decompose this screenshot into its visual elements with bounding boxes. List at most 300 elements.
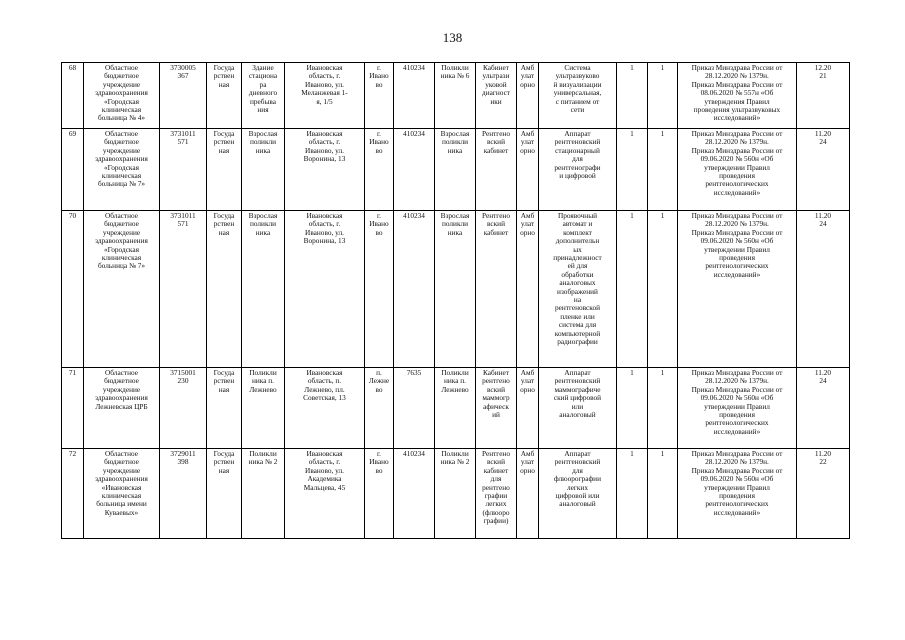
- cell-line: Госуда: [213, 211, 235, 220]
- cell-line: во: [375, 79, 383, 89]
- cell-line: ий: [492, 410, 500, 420]
- cell-line: Приказ Минздрава России от: [691, 145, 783, 155]
- cell-line: ная: [218, 79, 230, 89]
- cell-line: ики: [490, 96, 502, 106]
- cell-line: или: [571, 401, 584, 411]
- cell-line: исследований»: [713, 507, 761, 517]
- cell-line: проведения: [719, 491, 755, 501]
- city-cell: [365, 63, 394, 129]
- cell-line: 24: [819, 219, 827, 229]
- cell-line: учреждение: [102, 227, 141, 237]
- equipment-cell: [539, 63, 617, 129]
- cell-line: улат: [520, 376, 535, 386]
- city-cell: [365, 368, 394, 449]
- cell-line: 3731011: [170, 211, 196, 220]
- row-number: 72: [62, 449, 84, 539]
- cell-line: рствен: [213, 219, 235, 229]
- cell-line: рствен: [213, 71, 235, 81]
- cell-line: Куваевых»: [104, 507, 139, 517]
- cell-line: ника: [447, 227, 463, 237]
- cell-line: 7635: [406, 368, 422, 377]
- cell-line: проведения ультразвуковых: [693, 105, 781, 115]
- quantity-cell: 1: [648, 63, 678, 129]
- cell-line: и цифровой: [559, 171, 596, 181]
- cell-line: рентгенографи: [554, 162, 601, 172]
- cell-line: Система: [564, 63, 591, 72]
- cell-line: компьютерной: [554, 328, 601, 338]
- cell-line: Ивановская: [306, 63, 343, 72]
- cell-line: 230: [177, 376, 189, 386]
- cell-line: ника № 2: [248, 457, 278, 467]
- cell-line: здравоохранения: [95, 393, 148, 403]
- cell-line: 11.20: [814, 368, 832, 377]
- equipment-cell: [539, 449, 617, 539]
- cell-line: с питанием от: [555, 96, 600, 106]
- cell-line: улат: [520, 71, 535, 81]
- cell-line: бюджетное: [104, 71, 139, 81]
- city-cell: [365, 449, 394, 539]
- cell-line: орно: [520, 384, 535, 394]
- cell-line: ультразвуково: [555, 71, 600, 81]
- cell-line: орно: [520, 79, 535, 89]
- address-cell: [285, 368, 365, 449]
- cell-line: во: [375, 465, 383, 475]
- cell-line: рентгенологических: [705, 261, 769, 271]
- code-cell: [160, 211, 207, 368]
- cell-line: 3731011: [170, 129, 196, 138]
- quantity-cell: 1: [617, 129, 648, 211]
- cell-line: Приказ Минздрава России от: [691, 227, 783, 237]
- cell-line: здравоохранения: [95, 88, 148, 98]
- cell-line: ника: [447, 145, 463, 155]
- cell-line: кабинет: [483, 465, 509, 475]
- cell-line: флюорографии: [553, 474, 601, 484]
- equipment-cell: [539, 368, 617, 449]
- cell-line: Госуда: [213, 449, 235, 458]
- cell-line: ная: [218, 145, 230, 155]
- cell-line: аналоговый: [559, 410, 596, 420]
- cell-line: Ивановская: [306, 449, 343, 458]
- cell-line: бюджетное: [104, 219, 139, 229]
- cell-line: изображений: [557, 286, 598, 296]
- cell-line: Рентгено: [482, 449, 510, 458]
- cell-line: сети: [570, 105, 585, 115]
- ownership-cell: [207, 129, 242, 211]
- cell-line: учреждение: [102, 79, 141, 89]
- cell-line: Поликли: [441, 449, 469, 458]
- row-number: 69: [62, 129, 84, 211]
- room-cell: [476, 368, 517, 449]
- cell-line: ная: [218, 465, 230, 475]
- department-cell: [435, 129, 476, 211]
- care-type-cell: [517, 449, 539, 539]
- cell-line: вский: [487, 457, 505, 467]
- cell-line: Ивановская: [306, 129, 343, 138]
- cell-line: Поликли: [249, 368, 277, 377]
- code-cell: [160, 449, 207, 539]
- cell-line: для: [572, 465, 583, 475]
- cell-line: легких: [485, 499, 507, 509]
- cell-line: 21: [819, 71, 827, 81]
- cell-line: 09.06.2020 № 560н «Об: [700, 236, 774, 246]
- cell-line: утверждении Правил: [704, 482, 770, 492]
- cell-line: универсальная,: [553, 88, 602, 98]
- cell-line: Областное: [105, 211, 138, 220]
- building-cell: [242, 63, 285, 129]
- cell-line: область, г.: [308, 71, 341, 81]
- cell-line: область, г.: [308, 137, 341, 147]
- department-cell: [435, 368, 476, 449]
- cell-line: пленке или: [560, 311, 595, 321]
- cell-line: 24: [819, 137, 827, 147]
- cell-line: 11.20: [814, 211, 832, 220]
- cell-line: «Городская: [104, 162, 139, 172]
- cell-line: Лежнево, пл.: [304, 384, 345, 394]
- cell-line: 410234: [403, 129, 425, 138]
- page-number: 138: [442, 30, 463, 45]
- cell-line: исследований»: [713, 187, 761, 197]
- building-cell: [242, 368, 285, 449]
- care-type-cell: [517, 129, 539, 211]
- cell-line: здравоохранения: [95, 154, 148, 164]
- cell-line: вский: [487, 384, 505, 394]
- cell-line: Проявочный: [557, 211, 598, 220]
- cell-line: принадлежност: [553, 253, 602, 263]
- cell-line: 24: [819, 376, 827, 386]
- cell-line: 28.12.2020 № 1379н.: [705, 137, 769, 147]
- cell-line: во: [375, 227, 383, 237]
- cell-line: рствен: [213, 457, 235, 467]
- cell-line: 571: [177, 137, 189, 147]
- order-cell: [678, 368, 797, 449]
- address-cell: [285, 211, 365, 368]
- date-cell: [797, 211, 850, 368]
- cell-line: стационарный: [555, 145, 600, 155]
- cell-line: исследований»: [713, 113, 761, 123]
- equipment-cell: [539, 211, 617, 368]
- cell-line: Меланжевая 1-: [301, 88, 348, 98]
- cell-line: 410234: [403, 211, 425, 220]
- cell-line: рентгенологических: [705, 418, 769, 428]
- cell-line: Иваново, ул.: [305, 227, 344, 237]
- cell-line: 3715001: [170, 368, 196, 377]
- cell-line: Приказ Минздрава России от: [691, 465, 783, 475]
- order-cell: [678, 63, 797, 129]
- cell-line: (флюоро: [482, 507, 510, 517]
- quantity-cell: 1: [617, 63, 648, 129]
- ownership-cell: [207, 211, 242, 368]
- cell-line: здравоохранения: [95, 236, 148, 246]
- cell-line: орно: [520, 145, 535, 155]
- cell-line: Здание: [252, 63, 274, 72]
- cell-line: радиографии: [557, 337, 598, 347]
- cell-line: Поликли: [441, 63, 469, 72]
- cell-line: дневного: [248, 88, 278, 98]
- table-row: [62, 449, 850, 539]
- order-cell: [678, 211, 797, 368]
- cell-line: 28.12.2020 № 1379н.: [705, 457, 769, 467]
- cell-line: Амб: [520, 368, 535, 377]
- cell-line: Взрослая: [440, 211, 470, 220]
- cell-line: Лежневская ЦРБ: [95, 401, 148, 411]
- cell-line: Лежне: [368, 376, 390, 386]
- cell-line: утверждении Правил: [704, 401, 770, 411]
- cell-line: Амб: [520, 211, 535, 220]
- cell-line: рствен: [213, 137, 235, 147]
- cell-line: Областное: [105, 129, 138, 138]
- order-cell: [678, 449, 797, 539]
- cell-line: бюджетное: [104, 137, 139, 147]
- cell-line: утверждении Правил: [704, 162, 770, 172]
- order-cell: [678, 129, 797, 211]
- quantity-cell: 1: [617, 368, 648, 449]
- cell-line: Амб: [520, 449, 535, 458]
- cell-line: Кабинет: [483, 368, 509, 377]
- code-cell: [160, 129, 207, 211]
- cell-line: ей для: [567, 261, 588, 271]
- building-cell: [242, 211, 285, 368]
- cell-line: Областное: [105, 63, 138, 72]
- cell-line: Лежнево: [249, 384, 277, 394]
- cell-line: Взрослая: [248, 129, 278, 138]
- cell-line: ника № 6: [440, 71, 470, 81]
- cell-line: на: [573, 295, 582, 305]
- cell-line: стациона: [248, 71, 278, 81]
- quantity-cell: 1: [617, 211, 648, 368]
- quantity-cell: 1: [617, 449, 648, 539]
- cell-line: проведения: [719, 171, 755, 181]
- organization-cell: [84, 211, 160, 368]
- cell-line: Приказ Минздрава России от: [691, 384, 783, 394]
- ownership-cell: [207, 449, 242, 539]
- cell-line: Амб: [520, 129, 535, 138]
- cell-line: «Городская: [104, 244, 139, 254]
- cell-line: поликли: [441, 219, 469, 229]
- cell-line: рентгенологических: [705, 499, 769, 509]
- cell-line: бюджетное: [104, 457, 139, 467]
- cell-line: улат: [520, 137, 535, 147]
- quantity-cell: 1: [648, 211, 678, 368]
- room-cell: [476, 211, 517, 368]
- cell-line: утверждения Правил: [704, 96, 770, 106]
- cell-line: орно: [520, 465, 535, 475]
- cell-line: ра: [259, 79, 267, 89]
- row-number: 68: [62, 63, 84, 129]
- cell-line: исследований»: [713, 269, 761, 279]
- cell-line: 28.12.2020 № 1379н.: [705, 71, 769, 81]
- cell-line: орно: [520, 227, 535, 237]
- cell-line: Приказ Минздрава России от: [691, 211, 783, 220]
- quantity-cell: 1: [648, 449, 678, 539]
- cell-line: й визуализации: [553, 79, 602, 89]
- code-cell: [160, 368, 207, 449]
- index-cell: [394, 449, 435, 539]
- cell-line: 09.06.2020 № 560н «Об: [700, 474, 774, 484]
- table-row: [62, 211, 850, 368]
- cell-line: проведения: [719, 410, 755, 420]
- cell-line: обработки: [561, 269, 594, 279]
- cell-line: больница № 4»: [97, 113, 146, 123]
- cell-line: Приказ Минздрава России от: [691, 129, 783, 138]
- cell-line: ника п.: [443, 376, 467, 386]
- cell-line: рентгеновский: [554, 137, 601, 147]
- cell-line: для: [490, 474, 502, 484]
- cell-line: клиническая: [101, 105, 142, 115]
- code-cell: [160, 63, 207, 129]
- cell-line: дополнительн: [555, 236, 600, 246]
- cell-line: учреждение: [102, 465, 141, 475]
- cell-line: рентгено: [482, 482, 510, 492]
- cell-line: Госуда: [213, 368, 235, 377]
- cell-line: 398: [177, 457, 189, 467]
- cell-line: Мальцева, 45: [303, 482, 346, 492]
- cell-line: Приказ Минздрава России от: [691, 79, 783, 89]
- cell-line: графии: [484, 491, 508, 501]
- cell-line: легких: [567, 482, 588, 492]
- cell-line: ная: [218, 384, 230, 394]
- cell-line: Взрослая: [248, 211, 278, 220]
- cell-line: 367: [177, 71, 189, 81]
- city-cell: [365, 211, 394, 368]
- cell-line: вский: [487, 219, 505, 229]
- organization-cell: [84, 129, 160, 211]
- cell-line: аналоговых: [559, 278, 596, 288]
- address-cell: [285, 63, 365, 129]
- cell-line: учреждение: [102, 384, 141, 394]
- address-cell: [285, 129, 365, 211]
- cell-line: кабинет: [483, 145, 509, 155]
- cell-line: утверждении Правил: [704, 244, 770, 254]
- table-row: [62, 63, 850, 129]
- cell-line: аналоговый: [559, 499, 596, 509]
- address-cell: [285, 449, 365, 539]
- cell-line: Ивановская: [306, 211, 343, 220]
- cell-line: ника: [255, 145, 271, 155]
- row-number: 70: [62, 211, 84, 368]
- cell-line: рствен: [213, 376, 235, 386]
- cell-line: во: [375, 145, 383, 155]
- cell-line: во: [375, 384, 383, 394]
- cell-line: Ивано: [369, 457, 389, 467]
- cell-line: Госуда: [213, 63, 235, 72]
- cell-line: Рентгено: [482, 211, 510, 220]
- cell-line: 11.20: [814, 449, 832, 458]
- cell-line: «Ивановская: [101, 482, 142, 492]
- cell-line: г.: [377, 63, 381, 72]
- cell-line: 3730005: [170, 63, 196, 72]
- cell-line: поликли: [441, 137, 469, 147]
- row-number: 71: [62, 368, 84, 449]
- cell-line: 410234: [403, 63, 425, 72]
- date-cell: [797, 63, 850, 129]
- cell-line: область, г.: [308, 219, 341, 229]
- cell-line: 28.12.2020 № 1379н.: [705, 376, 769, 386]
- building-cell: [242, 129, 285, 211]
- cell-line: Областное: [105, 368, 138, 377]
- index-cell: [394, 63, 435, 129]
- cell-line: Аппарат: [564, 368, 591, 377]
- cell-line: Ивано: [369, 137, 389, 147]
- organization-cell: [84, 63, 160, 129]
- cell-line: вский: [487, 137, 505, 147]
- index-cell: [394, 129, 435, 211]
- cell-line: Областное: [105, 449, 138, 458]
- cell-line: г.: [377, 211, 381, 220]
- cell-line: Воронина, 13: [303, 236, 346, 246]
- cell-line: цифровой или: [555, 491, 600, 501]
- room-cell: [476, 63, 517, 129]
- cell-line: Взрослая: [440, 129, 470, 138]
- department-cell: [435, 211, 476, 368]
- cell-line: рентгено: [482, 376, 510, 386]
- cell-line: Аппарат: [564, 129, 591, 138]
- city-cell: [365, 129, 394, 211]
- cell-line: ника: [255, 227, 271, 237]
- cell-line: рентгеновский: [554, 457, 601, 467]
- table-row: [62, 129, 850, 211]
- cell-line: клиническая: [101, 253, 142, 263]
- cell-line: Ивановская: [306, 368, 343, 377]
- cell-line: рентгеновской: [554, 303, 601, 313]
- care-type-cell: [517, 211, 539, 368]
- cell-line: Академика: [307, 474, 342, 484]
- cell-line: ника п.: [251, 376, 275, 386]
- cell-line: Приказ Минздрава России от: [691, 368, 783, 377]
- cell-line: больница № 7»: [97, 261, 146, 271]
- quantity-cell: 1: [648, 368, 678, 449]
- cell-line: маммографиче: [554, 384, 601, 394]
- cell-line: 571: [177, 219, 189, 229]
- cell-line: для: [572, 154, 583, 164]
- cell-line: ский цифровой: [553, 393, 602, 403]
- cell-line: здравоохранения: [95, 474, 148, 484]
- cell-line: графии): [483, 516, 509, 526]
- cell-line: г.: [377, 129, 381, 138]
- cell-line: ная: [218, 227, 230, 237]
- care-type-cell: [517, 63, 539, 129]
- cell-line: Ивано: [369, 219, 389, 229]
- date-cell: [797, 129, 850, 211]
- department-cell: [435, 63, 476, 129]
- cell-line: Поликли: [441, 368, 469, 377]
- cell-line: учреждение: [102, 145, 141, 155]
- cell-line: больница имени: [96, 499, 147, 509]
- cell-line: диагност: [481, 88, 510, 98]
- building-cell: [242, 449, 285, 539]
- cell-line: улат: [520, 457, 535, 467]
- ownership-cell: [207, 368, 242, 449]
- cell-line: поликли: [249, 219, 277, 229]
- cell-line: Поликли: [249, 449, 277, 458]
- cell-line: 28.12.2020 № 1379н.: [705, 219, 769, 229]
- cell-line: Иваново, ул.: [305, 145, 344, 155]
- cell-line: 08.06.2020 № 557н «Об: [700, 88, 774, 98]
- cell-line: рентгеновский: [554, 376, 601, 386]
- cell-line: Иваново, ул.: [305, 79, 344, 89]
- cell-line: область, п.: [307, 376, 342, 386]
- cell-line: г.: [377, 449, 381, 458]
- equipment-registry-table: [61, 62, 850, 539]
- cell-line: 12.20: [814, 63, 832, 72]
- cell-line: Амб: [520, 63, 535, 72]
- cell-line: Ивано: [369, 71, 389, 81]
- cell-line: ультрази: [482, 71, 510, 81]
- ownership-cell: [207, 63, 242, 129]
- cell-line: улат: [520, 219, 535, 229]
- cell-line: 09.06.2020 № 560н «Об: [700, 393, 774, 403]
- cell-line: кабинет: [483, 227, 509, 237]
- quantity-cell: 1: [648, 129, 678, 211]
